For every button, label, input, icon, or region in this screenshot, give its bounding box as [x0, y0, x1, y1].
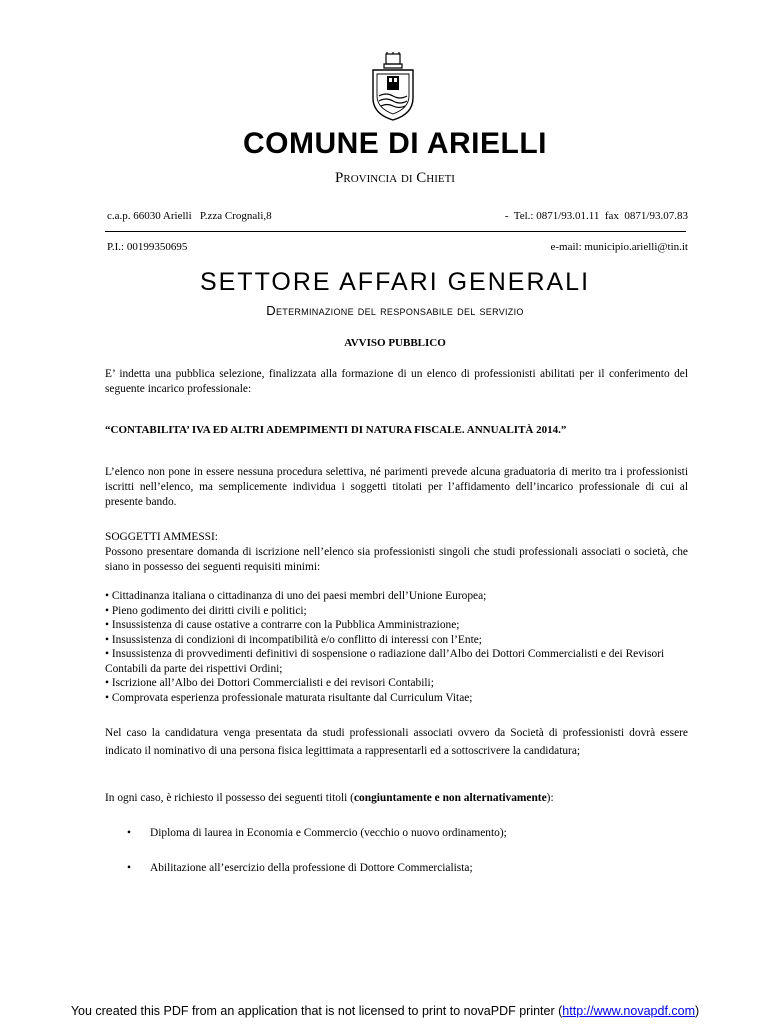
list-item: • Pieno godimento dei diritti civili e politici;	[105, 604, 307, 617]
title-text: Diploma di laurea in Economia e Commercio (vecchio o nuovo ordinamento);	[150, 827, 507, 839]
requirements-list	[105, 589, 695, 705]
email-address: e-mail: municipio.arielli@tin.it	[550, 241, 688, 253]
pdf-watermark-footer	[0, 1004, 770, 1018]
postal-address: c.a.p. 66030 Arielli P.zza Crognali,8	[107, 210, 272, 222]
list-item: • Comprovata esperienza professionale maturata risultante dal Curriculum Vitae;	[105, 691, 473, 704]
notice-heading: AVVISO PUBBLICO	[344, 337, 446, 349]
coat-of-arms-icon	[367, 52, 419, 124]
list-item: • Insussistenza di condizioni di incompatibilità e/o conflitto di interessi con l’Ente;	[105, 633, 482, 646]
titles-intro-close: ):	[546, 792, 554, 804]
novapdf-link[interactable]: http://www.novapdf.com	[562, 1004, 695, 1018]
province-subtitle: Provincia di Chieti	[335, 170, 455, 186]
list-item: • Insussistenza di provvedimenti definitivi di sospensione o radiazione dall’Albo dei Dottori Commercialisti e dei Revisori Contabili da parte dei rispettivi Ordini;	[105, 648, 665, 675]
intro-paragraph: E’ indetta una pubblica selezione, finalizzata alla formazione di un elenco di professionisti abilitati per il conferimento del seguente incarico professionale:	[105, 368, 688, 395]
admitted-heading: SOGGETTI AMMESSI:	[105, 531, 218, 543]
list-item: • Cittadinanza italiana o cittadinanza di uno dei paesi membri dell’Unione Europea;	[105, 590, 487, 602]
footer-text: You created this PDF from an application that is not licensed to print to novaPDF printer (	[70, 1004, 563, 1018]
footer-close: )	[695, 1004, 700, 1018]
titles-intro-emphasis: congiuntamente e non alternativamente	[353, 792, 547, 804]
header-divider	[105, 231, 686, 232]
vat-number: P.I.: 00199350695	[107, 241, 188, 253]
list-item: • Iscrizione all’Albo dei Dottori Commercialisti e dei revisori Contabili;	[105, 677, 434, 689]
bullet-icon: •	[127, 827, 131, 839]
titles-intro-text: In ogni caso, è richiesto il possesso dei seguenti titoli (	[105, 792, 354, 804]
assignment-title: “CONTABILITA’ IVA ED ALTRI ADEMPIMENTI DI NATURA FISCALE. ANNUALITÀ 2014.”	[105, 424, 567, 436]
associated-paragraph: Nel caso la candidatura venga presentata da studi professionali associati ovvero da Società di professionisti dovrà essere indicato il nominativo di una persona fisica legittimata a rappresentarli ed a sottoscrivere la candidatura;	[105, 727, 688, 757]
admitted-text: Possono presentare domanda di iscrizione nell’elenco sia professionisti singoli che studi professionali associati o società, che siano in possesso dei seguenti requisiti minimi:	[105, 546, 688, 573]
titles-intro	[105, 791, 688, 806]
sector-subtitle: Determinazione del responsabile del servizio	[266, 303, 524, 318]
municipality-title: COMUNE DI ARIELLI	[242, 127, 548, 160]
bullet-icon: •	[127, 862, 131, 874]
list-item: • Insussistenza di cause ostative a contrarre con la Pubblica Amministrazione;	[105, 619, 460, 631]
admitted-section	[105, 530, 688, 575]
phone-fax: - Tel.: 0871/93.01.11 fax 0871/93.07.83	[504, 210, 688, 222]
title-text: Abilitazione all’esercizio della professione di Dottore Commercialista;	[150, 862, 473, 874]
disclaimer-paragraph: L’elenco non pone in essere nessuna procedura selettiva, né parimenti prevede alcuna graduatoria di merito tra i professionisti iscritti nell’elenco, ma semplicemente individua i soggetti titolati per l’affidamento dell’incarico professionale di cui al presente bando.	[105, 466, 688, 508]
sector-title: SETTORE AFFARI GENERALI	[199, 268, 591, 296]
